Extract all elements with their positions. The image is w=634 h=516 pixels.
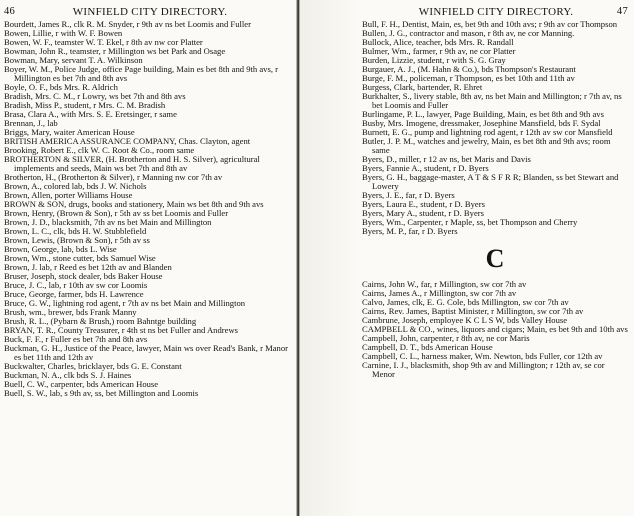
right-directory-entry: Burge, F. M., policeman, r Thompson, es bet 10th and 11th av — [362, 74, 575, 83]
left-directory-entry: Brennan, J., lab — [4, 119, 58, 128]
right-directory-entry: Burkhalter, S., livery stable, 8th av, ns bet Main and Millington; r 7th av, ns bet Loomis and Fuller — [362, 92, 622, 110]
left-directory-entry: Brush, wm., brewer, bds Frank Manny — [4, 308, 137, 317]
right-directory-entry: Burgess, Clark, bartender, R. Ehret — [362, 83, 483, 92]
right-directory-entry: Bulmer, Wm., farmer, r 9th av, ne cor Platter — [362, 47, 516, 56]
left-directory-entry: BRITISH AMERICA ASSURANCE COMPANY, Chas. Clayton, agent — [4, 137, 251, 146]
left-directory-entry: Bowman, Mary, servant T. A. Wilkinson — [4, 56, 143, 65]
left-directory-entry: Brush, R. L., (Pybarn & Brush,) room Bahntge building — [4, 317, 197, 326]
left-directory-entry: BROTHERTON & SILVER, (H. Brotherton and H. S. Silver), agricultural implements and seeds, Main ws bet 7th and 8th av — [4, 155, 260, 173]
right-c-directory-entry: CAMPBELL & CO., wines, liquors and cigars; Main, es bet 9th and 10th avs — [362, 325, 628, 334]
right-directory-entry: Burden, Lizzie, student, r with S. G. Gray — [362, 56, 506, 65]
section-letter-c: C — [485, 244, 505, 273]
left-directory-entry: Bowman, John R., teamster, r Millington ws bet Park and Osage — [4, 47, 226, 56]
left-directory-entry: BROWN & SON, drugs, books and stationery, Main ws bet 8th and 9th avs — [4, 200, 264, 209]
left-directory-entry: Briggs, Mary, waiter American House — [4, 128, 135, 137]
right-c-directory-entry: Carnine, I. J., blacksmith, shop 9th av and Millington; r 12th av, se cor Menor — [362, 361, 605, 379]
left-directory-entry: Brown, Henry, (Brown & Son), r 5th av ss bet Loomis and Fuller — [4, 209, 229, 218]
right-directory-entry: Bull, F. H., Dentist, Main, es, bet 9th and 10th avs; r 9th av cor Thompson — [362, 20, 618, 29]
right-directory-entry: Byers, D., miller, r 12 av ns, bet Maris and Davis — [362, 155, 531, 164]
right-page-number: 47 — [616, 6, 628, 17]
left-directory-entry: Bowen, Lillie, r with W. F. Bowen — [4, 29, 123, 38]
left-directory-entry: Brown, L. C., clk, bds H. W. Stubblefield — [4, 227, 147, 236]
right-directory-entry: Butler, J. P. M., watches and jewelry, Main, es bet 8th and 9th avs; room same — [362, 137, 611, 155]
left-directory-entry: Bruser, Joseph, stock dealer, bds Baker House — [4, 272, 163, 281]
right-c-directory-entry: Calvo, James, clk, E. G. Cole, bds Millington, sw cor 7th av — [362, 298, 569, 307]
right-directory-entry: Byers, G. H., baggage-master, A T & S F R R; Blanden, ss bet Stewart and Lowery — [362, 173, 619, 191]
left-directory-entry: Brown, George, lab, bds L. Wise — [4, 245, 117, 254]
left-directory-entry: Brasa, Clara A., with Mrs. S. E. Eretsinger, r same — [4, 110, 177, 119]
left-directory-entry: Bruce, G. W., lightning rod agent, r 7th av ns bet Main and Millington — [4, 299, 246, 308]
left-directory-entry: Buckman, G. H., Justice of the Peace, lawyer, Main ws over Read's Bank, r Manor es bet 11th and 12th av — [4, 344, 289, 362]
left-directory-entry: Buckwalter, Charles, bricklayer, bds G. E. Constant — [4, 362, 182, 371]
left-directory-entry: Bradish, Miss P., student, r Mrs. C. M. Bradish — [4, 101, 166, 110]
right-directory-entry: Busby, Mrs. Imogene, dressmaker, Josephine Mansfield, bds F. Sydal — [362, 119, 601, 128]
right-directory-entry: Byers, Wm., Carpenter, r Maple, ss, bet Thompson and Cherry — [362, 218, 578, 227]
right-directory-entry: Burnett, E. G., pump and lightning rod agent, r 12th av sw cor Mansfield — [362, 128, 613, 137]
left-directory-entry: Brown, A., colored lab, bds J. W. Nichols — [4, 182, 147, 191]
left-directory-entry: Bowen, W. F., teamster W. T. Ekel, r 8th av nw cor Platter — [4, 38, 203, 47]
left-page-number: 46 — [4, 6, 16, 17]
right-c-directory-entry: Cairns, James A., r Millington, sw cor 7th av — [362, 289, 517, 298]
right-c-directory-entry: Campbell, C. L., harness maker, Wm. Newton, bds Fuller, cor 12th av — [362, 352, 603, 361]
left-directory-entry: Brown, Allen, porter Williams House — [4, 191, 133, 200]
left-directory-entry: Brown, Lewis, (Brown & Son), r 5th av ss — [4, 236, 150, 245]
right-directory-entry: Byers, J. E., far, r D. Byers — [362, 191, 455, 200]
left-directory-entry: Bruce, J. C., lab, r 10th av sw cor Loomis — [4, 281, 148, 290]
left-entry-list — [4, 20, 294, 398]
left-page-title: WINFIELD CITY DIRECTORY. — [72, 6, 228, 18]
left-directory-entry: Brooking, Robert E., clk W. C. Root & Co., room same — [4, 146, 195, 155]
left-directory-entry: Bourdett, James R., clk R. M. Snyder, r 9th av ns bet Loomis and Fuller — [4, 20, 251, 29]
left-directory-entry: Buell, S. W., lab, s 9th av, ss, bet Millington and Loomis — [4, 389, 199, 398]
left-page-header — [0, 6, 300, 20]
left-directory-entry: Bradish, Mrs. C. M., r Lowry, ws bet 7th and 8th avs — [4, 92, 186, 101]
left-directory-entry: Buell, C. W., carpenter, bds American House — [4, 380, 159, 389]
right-directory-entry: Byers, Mary A., student, r D. Byers — [362, 209, 484, 218]
left-directory-entry: Bruce, George, farmer, bds H. Lawrence — [4, 290, 144, 299]
right-page-title: WINFIELD CITY DIRECTORY. — [418, 6, 574, 18]
left-directory-entry: BRYAN, T. R., County Treasurer, r 4th st ns bet Fuller and Andrews — [4, 326, 238, 335]
right-directory-entry: Byers, Laura E., student, r D. Byers — [362, 200, 485, 209]
right-c-directory-entry: Campbell, D. T., bds American House — [362, 343, 493, 352]
left-page — [0, 0, 300, 516]
left-directory-entry: Brown, Wm., stone cutter, bds Samuel Wise — [4, 254, 156, 263]
right-directory-entry: Burgauer, A. J., (M. Hahn & Co.), bds Thompson's Restaurant — [362, 65, 576, 74]
left-directory-entry: Brown, J. lab, r Reed es bet 12th av and Blanden — [4, 263, 172, 272]
left-directory-entry: Boyle, O. F., bds Mrs. R. Aldrich — [4, 83, 118, 92]
right-directory-entry: Byers, Fannie A., student, r D. Byers — [362, 164, 489, 173]
right-directory-entry: Byers, M. P., far, r D. Byers — [362, 227, 458, 236]
right-c-directory-entry: Cairns, Rev. James, Baptist Minister, r Millington, sw cor 7th av — [362, 307, 584, 316]
right-directory-entry: Burlingame, P. L., lawyer, Page Building, Main, es bet 8th and 9th avs — [362, 110, 604, 119]
left-directory-entry: Brotherton, H., (Brotherton & Silver), r Manning nw cor 7th av — [4, 173, 223, 182]
right-directory-entry: Bullen, J. G., contractor and mason, r 8th av, ne cor Manning. — [362, 29, 575, 38]
right-directory-entry: Bullock, Alice, teacher, bds Mrs. R. Randall — [362, 38, 514, 47]
page-gutter — [300, 0, 358, 516]
right-c-directory-entry: Campbell, John, carpenter, r 8th av, ne cor Maris — [362, 334, 530, 343]
right-page-header — [358, 6, 634, 20]
right-entry-list — [362, 20, 628, 379]
left-directory-entry: Brown, J. D., blacksmith, 7th av ns bet Main and Millington — [4, 218, 212, 227]
right-c-directory-entry: Cambrune, Joseph, employee K C L S W, bds Valley House — [362, 316, 568, 325]
left-directory-entry: Buckman, N. A., clk bds S. J. Haines — [4, 371, 132, 380]
left-directory-entry: Boyer, W. M., Police Judge, office Page building, Main es bet 8th and 9th avs, r Millington es bet 7th and 8th avs — [4, 65, 278, 83]
right-c-directory-entry: Cairns, John W., far, r Millington, sw cor 7th av — [362, 280, 527, 289]
left-directory-entry: Buck, F. F., r Fuller es bet 7th and 8th avs — [4, 335, 148, 344]
right-page — [358, 0, 634, 516]
